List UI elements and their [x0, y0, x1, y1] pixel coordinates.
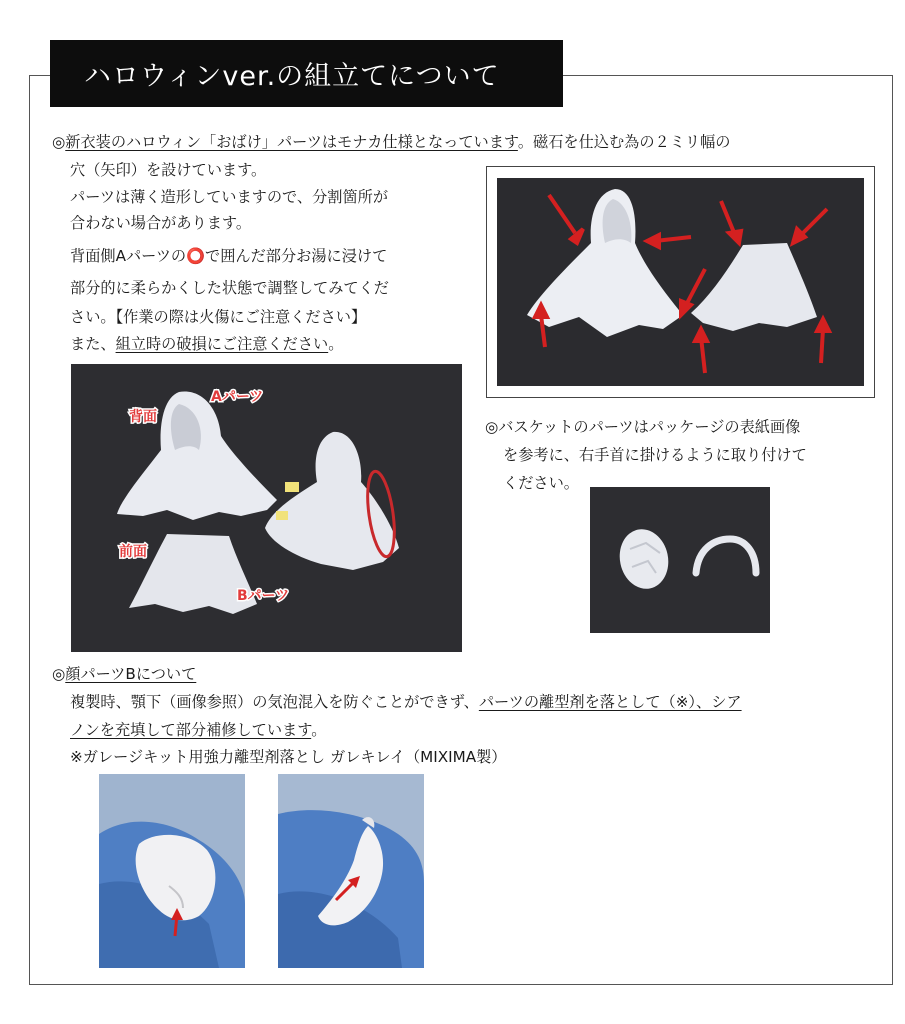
- underlined-text: ノンを充填して部分補修しています: [70, 721, 312, 739]
- section1-line3: パーツは薄く造形していますので、分割箇所が: [70, 188, 389, 206]
- section3-heading: [52, 663, 196, 685]
- section1-line5: [70, 245, 387, 267]
- section1-line4: 合わない場合があります。: [70, 214, 252, 232]
- section2-line1: ◎バスケットのパーツはパッケージの表紙画像: [485, 418, 801, 436]
- underlined-heading: 顔パーツBについて: [65, 665, 197, 683]
- text-span: また、: [70, 335, 116, 353]
- bullet-mark: ◎: [52, 665, 66, 683]
- page-title-box: [50, 40, 563, 107]
- section2-line2: を参考に、右手首に掛けるように取り付けて: [503, 446, 807, 464]
- bullet-mark: ◎: [52, 133, 66, 151]
- label-a-part: Aパーツ: [211, 389, 264, 405]
- text-span: 。: [311, 721, 327, 739]
- label-front: 前面: [119, 544, 147, 560]
- section1-line8: [70, 333, 343, 355]
- label-b-part: Bパーツ: [237, 588, 290, 604]
- face-part-photo-right: [278, 774, 424, 968]
- text-span: 。: [328, 335, 344, 353]
- section3-line1: [70, 691, 742, 713]
- text-span: 複製時、顎下（画像参照）の気泡混入を防ぐことができず、: [70, 693, 479, 711]
- underlined-text: パーツの離型剤を落として（※）、シア: [478, 693, 742, 711]
- label-back: 背面: [129, 409, 157, 425]
- section3-line3: ※ガレージキット用強力離型剤落とし ガレキレイ（MIXIMA製）: [70, 748, 507, 766]
- basket-parts-photo: [590, 487, 770, 633]
- section3-line2: [70, 719, 326, 741]
- magnet-holes-photo: [486, 166, 875, 398]
- page-title: ハロウィンver.の組立てについて: [84, 61, 500, 92]
- ghost-parts-photo: [71, 364, 462, 652]
- section1-line6: 部分的に柔らかくした状態で調整してみてくだ: [70, 279, 389, 297]
- red-circle-icon: ⭕: [186, 247, 206, 265]
- section1-line2: 穴（矢印）を設けています。: [70, 161, 267, 179]
- section1-line1: [52, 131, 730, 153]
- section2-line3: ください。: [503, 474, 579, 492]
- text-span: で囲んだ部分お湯に浸けて: [205, 247, 388, 265]
- face-part-photo-left: [99, 774, 245, 968]
- text-span: 背面側Aパーツの: [70, 247, 187, 265]
- text-span: 。磁石を仕込む為の２ミリ幅の: [517, 133, 731, 151]
- underlined-text: 組立時の破損にご注意ください: [115, 335, 329, 353]
- section1-line7: さい。【作業の際は火傷にご注意ください】: [70, 308, 367, 326]
- underlined-text: 新衣装のハロウィン「おばけ」パーツはモナカ仕様となっています: [65, 133, 518, 151]
